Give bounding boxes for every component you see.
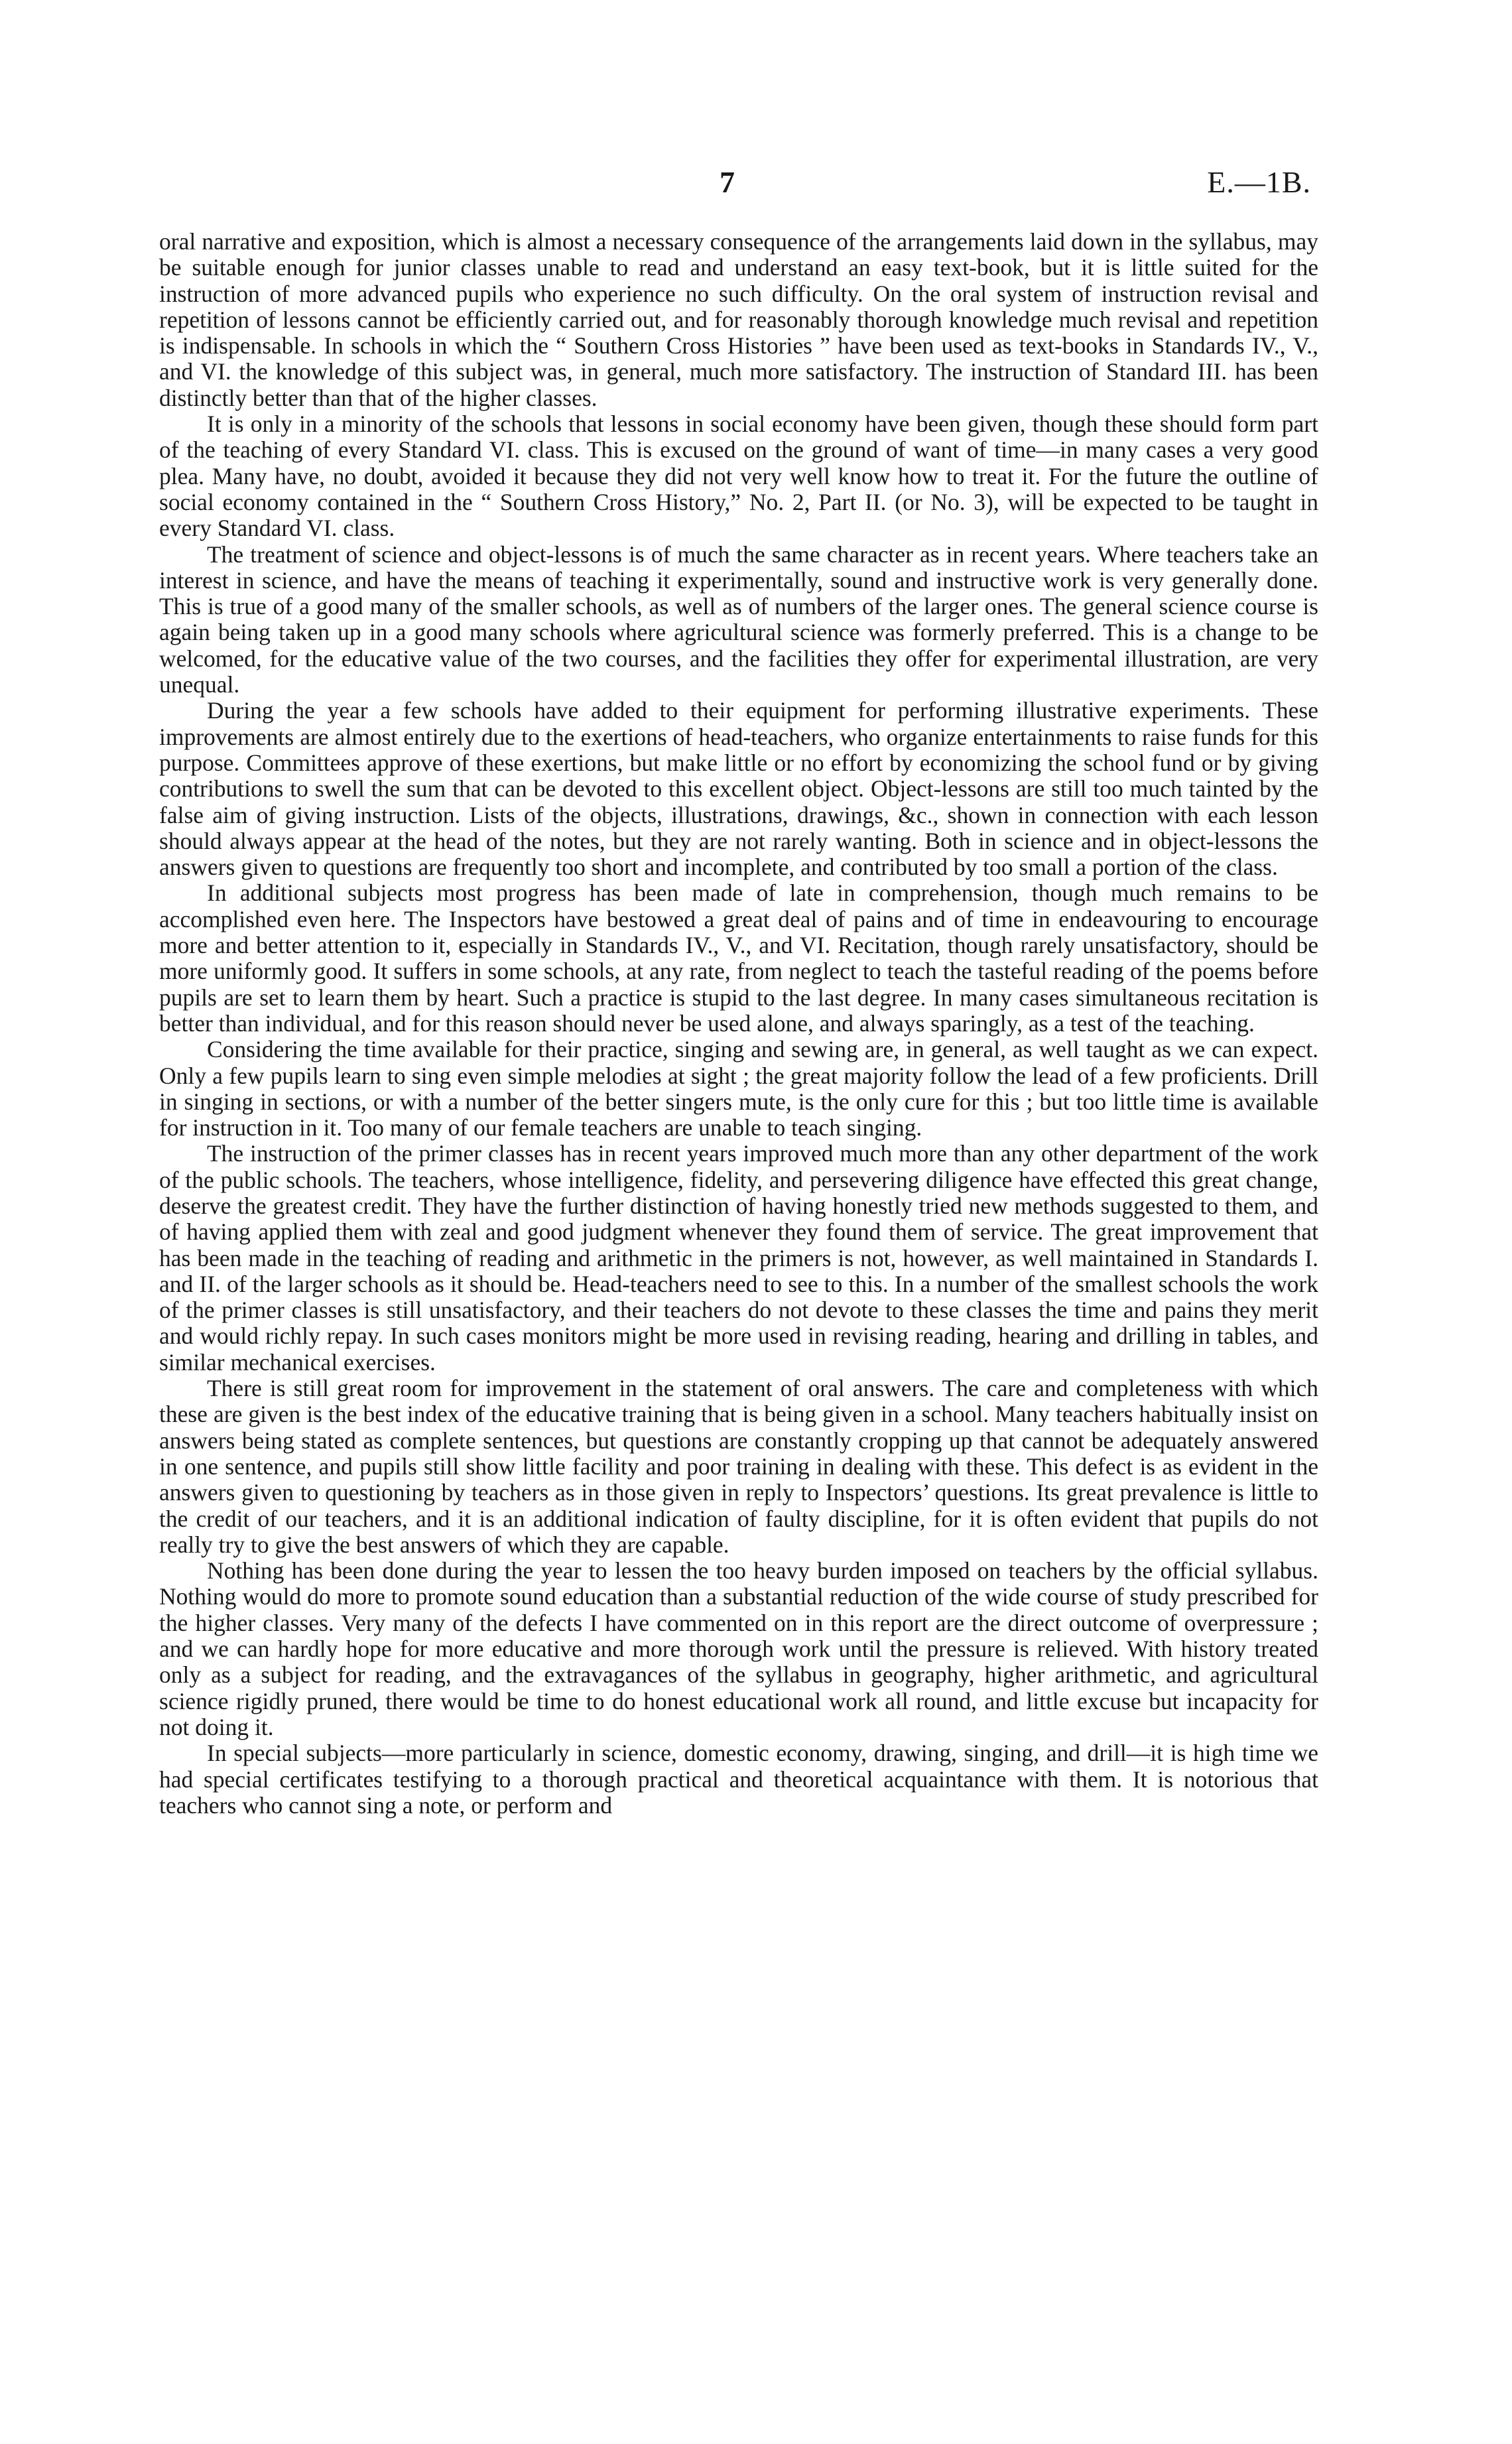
paragraph-equipment: During the year a few schools have added to their equipment for performing illustrative experiments. These improvements are almost entirely due to the exertions of head-teachers, who organize entertainments to raise funds for this purpose. Committees approve of these exertions, but make little or no effort by economizing the school fund or by giving contributions to swell the sum that can be devoted to this excellent object. Object-lessons are still too much tainted by the false aim of giving instruction. Lists of the objects, illustrations, drawings, &c., shown in connection with each lesson should always appear at the head of the notes, but they are not rarely wanting. Both in science and in object-lessons the answers given to questions are frequently too short and incomplete, and contributed by too small a portion of the class.	[159, 697, 1318, 881]
page-number: 7	[720, 165, 735, 199]
document-reference: E.—1B.	[1207, 165, 1311, 199]
paragraph-oral-narrative: oral narrative and exposition, which is almost a necessary consequence of the arrangements laid down in the syllabus, may be suitable enough for junior classes unable to read and understand an easy text-book, but it is little suited for the instruction of more advanced pupils who experience no such difficulty. On the oral system of instruction revisal and repetition of lessons cannot be efficiently carried out, and for reasonably thorough knowledge much revisal and repetition is indispensable. In schools in which the “ Southern Cross Histories ” have been used as text-books in Standards IV., V., and VI. the knowledge of this subject was, in general, much more satisfactory. The instruction of Standard III. has been distinctly better than that of the higher classes.	[159, 228, 1318, 411]
page-header	[0, 164, 1512, 204]
paragraph-science-object-lessons: The treatment of science and object-lessons is of much the same character as in recent years. Where teachers take an interest in science, and have the means of teaching it experimentally, sound and instructive work is very generally done. This is true of a good many of the smaller schools, as well as of numbers of the larger ones. The general science course is again being taken up in a good many schools where agricultural science was formerly preferred. This is a change to be welcomed, for the educative value of the two courses, and the facilities they offer for experimental illustration, are very unequal.	[159, 541, 1318, 698]
paragraph-primer-classes: The instruction of the primer classes has in recent years improved much more than any other department of the work of the public schools. The teachers, whose intelligence, fidelity, and persevering diligence have effected this great change, deserve the greatest credit. They have the further distinction of having honestly tried new methods suggested to them, and of having applied them with zeal and good judgment whenever they found them of service. The great improvement that has been made in the teaching of reading and arithmetic in the primers is not, however, as well maintained in Standards I. and II. of the larger schools as it should be. Head-teachers need to see to this. In a number of the smallest schools the work of the primer classes is still unsatisfactory, and their teachers do not devote to these classes the time and pains they merit and would richly repay. In such cases monitors might be more used in revising reading, hearing and drilling in tables, and similar mechanical exercises.	[159, 1140, 1318, 1376]
paragraph-syllabus-burden: Nothing has been done during the year to lessen the too heavy burden imposed on teachers by the official syllabus. Nothing would do more to promote sound education than a substantial reduction of the wide course of study prescribed for the higher classes. Very many of the defects I have commented on in this report are the direct outcome of overpressure ; and we can hardly hope for more educative and more thorough work until the pressure is relieved. With history treated only as a subject for reading, and the extravagances of the syllabus in geography, higher arithmetic, and agricultural science rigidly pruned, there would be time to do honest educational work all round, and little excuse but incapacity for not doing it.	[159, 1557, 1318, 1740]
paragraph-additional-subjects: In additional subjects most progress has been made of late in comprehension, though much remains to be accomplished even here. The Inspectors have bestowed a great deal of pains and of time in endeavouring to encourage more and better attention to it, especially in Standards IV., V., and VI. Recitation, though rarely unsatisfactory, should be more uniformly good. It suffers in some schools, at any rate, from neglect to teach the tasteful reading of the poems before pupils are set to learn them by heart. Such a practice is stupid to the last degree. In many cases simultaneous recitation is better than individual, and for this reason should never be used alone, and always sparingly, as a test of the teaching.	[159, 879, 1318, 1037]
paragraph-social-economy: It is only in a minority of the schools that lessons in social economy have been given, though these should form part of the teaching of every Standard VI. class. This is excused on the ground of want of time—in many cases a very good plea. Many have, no doubt, avoided it because they did not very well know how to treat it. For the future the outline of social economy contained in the “ Southern Cross History,” No. 2, Part II. (or No. 3), will be expected to be taught in every Standard VI. class.	[159, 411, 1318, 542]
report-body	[159, 229, 1318, 1819]
paragraph-special-subjects: In special subjects—more particularly in science, domestic economy, drawing, singing, and drill—it is high time we had special certificates testifying to a thorough practical and theoretical acquaintance with them. It is notorious that teachers who cannot sing a note, or perform and	[159, 1740, 1318, 1819]
paragraph-oral-answers: There is still great room for improvement in the statement of oral answers. The care and completeness with which these are given is the best index of the educative training that is being given in a school. Many teachers habitually insist on answers being stated as complete sentences, but questions are constantly cropping up that cannot be adequately answered in one sentence, and pupils still show little facility and poor training in dealing with these. This defect is as evident in the answers given to questioning by teachers as in those given in reply to Inspectors’ questions. Its great prevalence is little to the credit of our teachers, and it is an additional indication of faulty discipline, for it is often evident that pupils do not really try to give the best answers of which they are capable.	[159, 1375, 1318, 1558]
paragraph-singing-sewing: Considering the time available for their practice, singing and sewing are, in general, as well taught as we can expect. Only a few pupils learn to sing even simple melodies at sight ; the great majority follow the lead of a few proficients. Drill in singing in sections, or with a number of the better singers mute, is the only cure for this ; but too little time is available for instruction in it. Too many of our female teachers are unable to teach singing.	[159, 1036, 1318, 1141]
